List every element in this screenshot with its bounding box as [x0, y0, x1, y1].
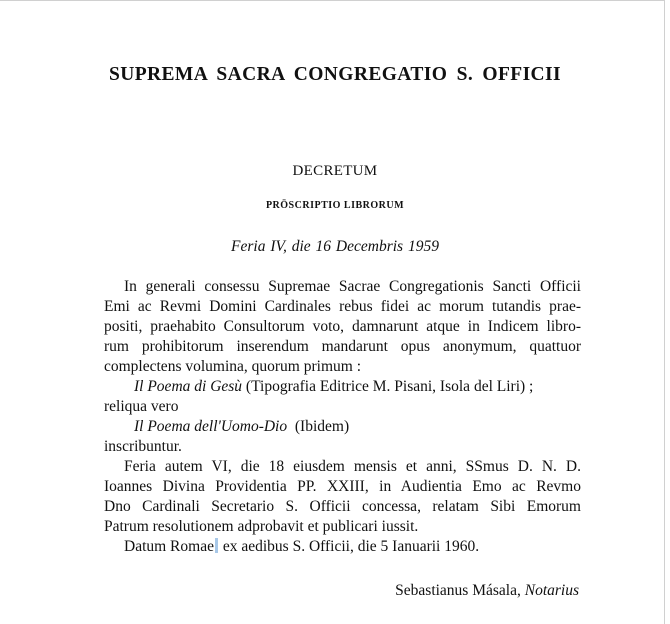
- paragraph1-line: Emi ac Revmi Domini Cardinales rebus fidei ac morum tutandis prae-: [104, 298, 581, 315]
- decree-subheading: PRŌSCRIPTIO LIBRORUM: [265, 200, 405, 211]
- book1-publisher: (Tipografia Editrice M. Pisani, Isola del Liri) ;: [242, 378, 534, 395]
- text-cursor: [215, 538, 218, 553]
- book2-publisher: (Ibidem): [287, 418, 350, 435]
- paragraph1-line: complectens volumina, quorum primum :: [104, 358, 361, 375]
- book2-line: [134, 417, 349, 437]
- inscribuntur: inscribuntur.: [104, 438, 182, 455]
- book1-title: Il Poema di Gesù: [134, 378, 243, 395]
- paragraph1-line: rum prohibitorum inserendum mandarunt opus anonymum, quattuor: [104, 338, 581, 355]
- page-border-top: [0, 0, 664, 1]
- decree-date: Feria IV, die 16 Decembris 1959: [231, 238, 439, 255]
- page-border-right: [664, 0, 665, 624]
- datum-line: [124, 537, 479, 557]
- paragraph1-line: positi, praehabito Consultorum voto, damnarunt atque in Indicem libro-: [104, 318, 581, 335]
- decree-heading: DECRETUM: [292, 163, 378, 179]
- signature: [395, 582, 579, 600]
- book2-title: Il Poema dell'Uomo-Dio: [134, 418, 288, 435]
- signatory-name: Sebastianus Másala,: [395, 582, 525, 599]
- reliqua-vero: reliqua vero: [104, 398, 179, 415]
- paragraph2-line: Feria autem VI, die 18 eiusdem mensis et anni, SSmus D. N. D.: [124, 458, 581, 475]
- paragraph1-line: In generali consessu Supremae Sacrae Congregationis Sancti Officii: [124, 278, 581, 295]
- datum-text-start: Datum Romae: [124, 538, 214, 555]
- datum-text-end: ex aedibus S. Officii, die 5 Ianuarii 1960.: [218, 538, 480, 555]
- paragraph2-line: Ioannes Divina Providentia PP. XXIII, in Audientia Emo ac Revmo: [104, 478, 581, 495]
- paragraph2-line: Dno Cardinali Secretario S. Officii concessa, relatam Sibi Emorum: [104, 498, 581, 515]
- signatory-role: Notarius: [524, 582, 579, 599]
- document-title: SUPREMA SACRA CONGREGATIO S. OFFICII: [108, 64, 562, 85]
- book1-line: [134, 377, 533, 397]
- paragraph2-line: Patrum resolutionem adprobavit et publicari iussit.: [104, 518, 419, 535]
